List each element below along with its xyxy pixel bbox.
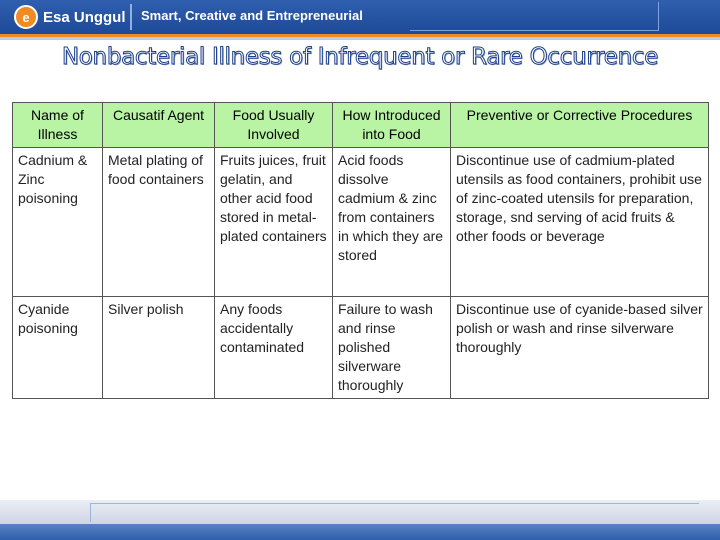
slide-title: Nonbacterial Illness of Infrequent or Rare Occurrence bbox=[61, 44, 659, 70]
cell-food-involved: Any foods accidentally contaminated bbox=[215, 297, 333, 399]
cell-causative-agent: Silver polish bbox=[103, 297, 215, 399]
header-name-of-illness: Name of Illness bbox=[13, 103, 103, 148]
header-procedures: Preventive or Corrective Procedures bbox=[451, 103, 709, 148]
cell-procedures: Discontinue use of cadmium-plated utensils as food containers, prohibit use of zinc-coated utensils for preparation, storage, snd serving of acid fruits & other foods or beverage bbox=[451, 148, 709, 297]
logo-separator bbox=[130, 4, 132, 30]
header-how-introduced: How Introduced into Food bbox=[333, 103, 451, 148]
cell-food-involved: Fruits juices, fruit gelatin, and other acid food stored in metal-plated containers bbox=[215, 148, 333, 297]
cell-illness-name: Cyanide poisoning bbox=[13, 297, 103, 399]
logo-emblem-icon: e bbox=[14, 5, 38, 29]
illness-table bbox=[12, 102, 709, 399]
cell-how-introduced: Failure to wash and rinse polished silverware thoroughly bbox=[333, 297, 451, 399]
table-header-row bbox=[13, 103, 709, 148]
footer-frame-decoration bbox=[90, 503, 699, 522]
footer-accent-bar bbox=[0, 524, 720, 540]
university-logo bbox=[14, 3, 126, 31]
table-row bbox=[13, 148, 709, 297]
cell-procedures: Discontinue use of cyanide-based silver polish or wash and rinse silverware thoroughly bbox=[451, 297, 709, 399]
table-row bbox=[13, 297, 709, 399]
header-accent-line-light bbox=[0, 37, 720, 40]
cell-illness-name: Cadnium & Zinc poisoning bbox=[13, 148, 103, 297]
cell-how-introduced: Acid foods dissolve cadmium & zinc from containers in which they are stored bbox=[333, 148, 451, 297]
header-food-involved: Food Usually Involved bbox=[215, 103, 333, 148]
logo-text: Esa Unggul bbox=[43, 8, 126, 26]
tagline: Smart, Creative and Entrepreneurial bbox=[141, 8, 363, 23]
header-causative-agent: Causatif Agent bbox=[103, 103, 215, 148]
header-frame-decoration bbox=[410, 2, 659, 31]
cell-causative-agent: Metal plating of food containers bbox=[103, 148, 215, 297]
